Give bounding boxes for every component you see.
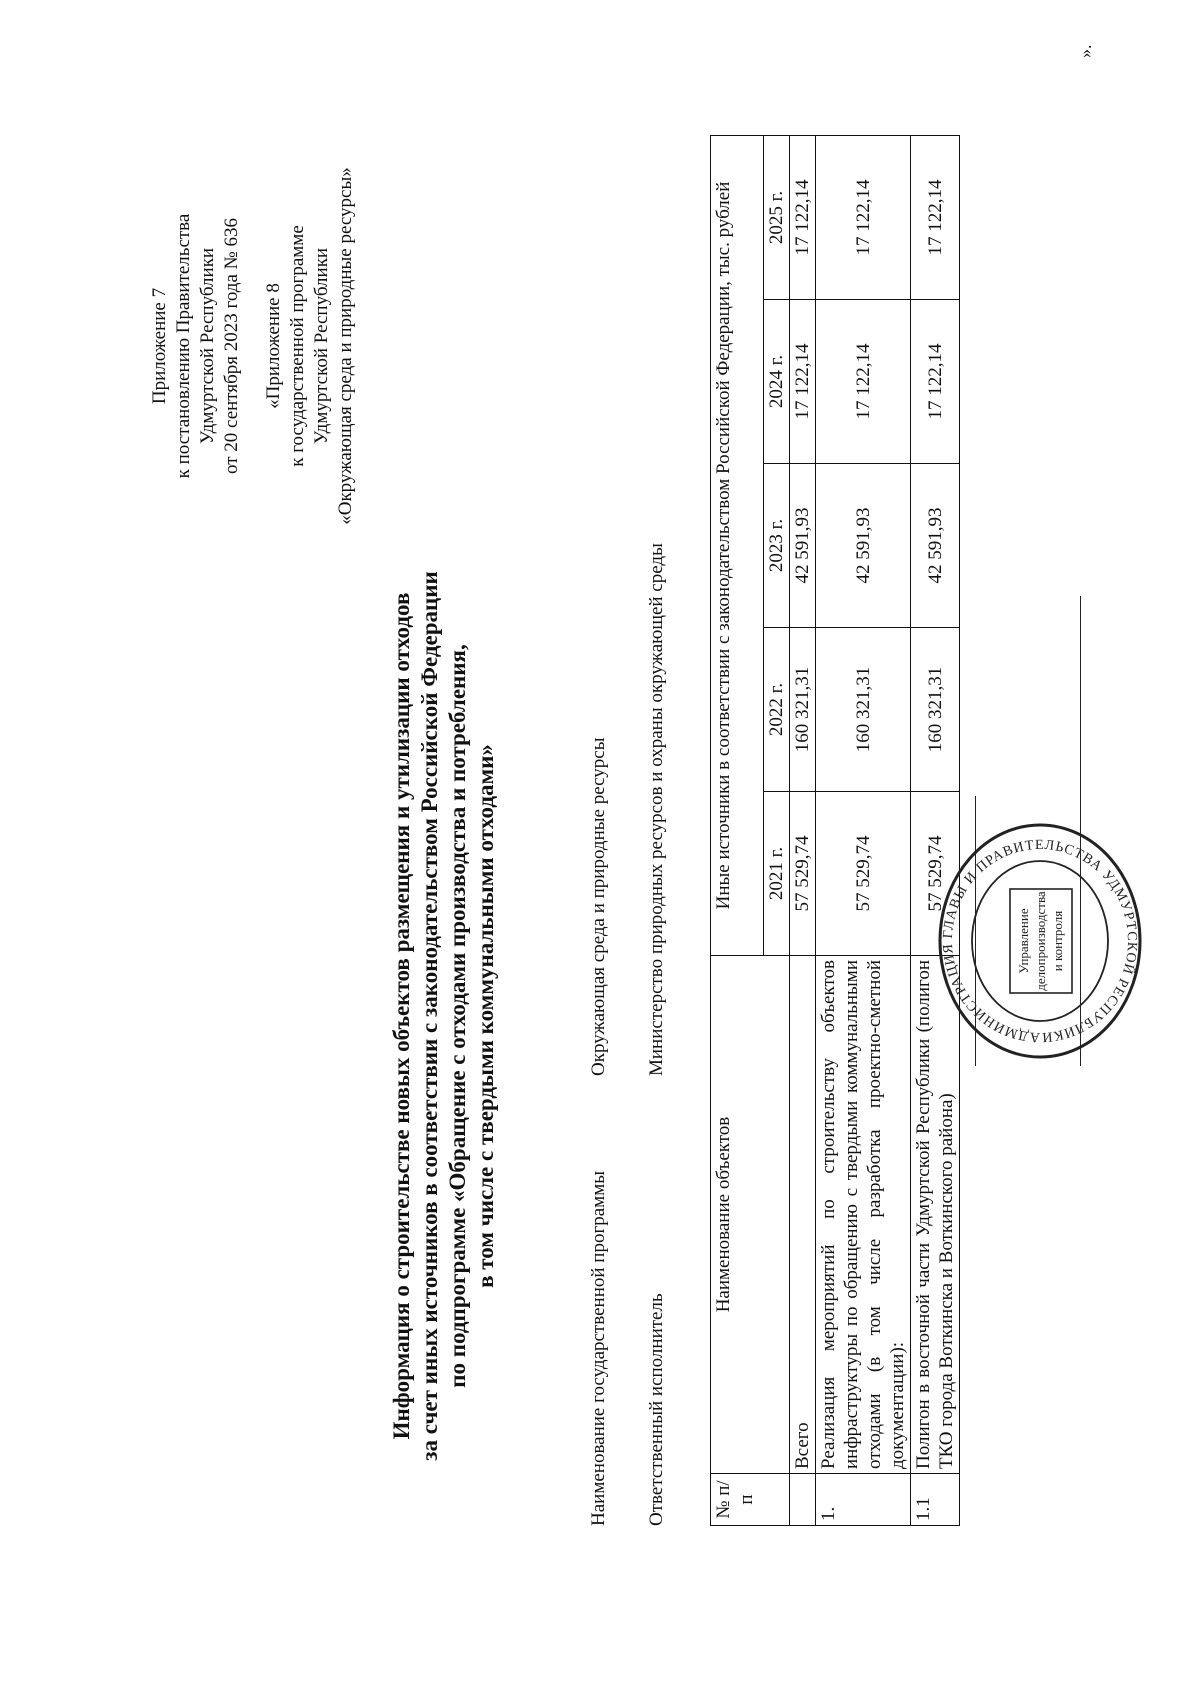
- executor-value: Министерство природных ресурсов и охраны окружающей среды: [646, 543, 667, 1076]
- row-value: 57 529,74: [790, 792, 816, 956]
- row-name: Реализация мероприятий по строительству объектов инфраструктуры по обращению с твердыми коммунальными отходами (в том числе разработка проектно-сметной документации):: [816, 956, 911, 1474]
- header-name: Наименование объектов: [711, 956, 790, 1474]
- row-value: 17 122,14: [911, 135, 960, 299]
- title-line: в том числе с твердыми коммунальными отходами»: [473, 744, 498, 1288]
- header-sources: Иные источники в соответствии с законодательством Российской Федерации, тыс. рублей: [711, 135, 764, 955]
- row-value: 57 529,74: [911, 792, 960, 956]
- year-header: 2023 г.: [764, 464, 790, 628]
- year-header: 2025 г.: [764, 135, 790, 299]
- title-line: за счет иных источников в соответствии с законодательством Российской Федерации: [417, 571, 442, 1461]
- appendix-line: «Приложение 8: [263, 283, 284, 409]
- row-num: [790, 1474, 816, 1526]
- official-seal-stamp: [935, 816, 1145, 1066]
- seal-center-line: Управление: [1016, 908, 1031, 974]
- title-line: Информация о строительстве новых объектов размещения и утилизации отходов: [389, 592, 414, 1440]
- appendix-line: к постановлению Правительства: [173, 213, 194, 479]
- row-value: 42 591,93: [790, 464, 816, 628]
- row-value: 160 321,31: [911, 628, 960, 792]
- year-header: 2021 г.: [764, 792, 790, 956]
- row-value: 57 529,74: [816, 792, 911, 956]
- header-num: № п/п: [711, 1474, 790, 1526]
- document-title: [388, 466, 500, 1566]
- appendix-line: Удмуртской Республики: [197, 247, 218, 445]
- appendix-line: Приложение 7: [149, 287, 170, 405]
- row-name: Всего: [790, 956, 816, 1474]
- executor-label: Ответственный исполнитель: [646, 1293, 667, 1526]
- row-value: 17 122,14: [816, 135, 911, 299]
- appendix-block-current: [148, 126, 244, 566]
- row-value: 17 122,14: [911, 300, 960, 464]
- seal-ring-text: АДМИНИСТРАЦИЯ ГЛАВЫ И ПРАВИТЕЛЬСТВА УДМУРТСКОЙ РЕСПУБЛИКИ: [940, 837, 1140, 1045]
- row-value: 17 122,14: [790, 135, 816, 299]
- row-value: 17 122,14: [790, 300, 816, 464]
- row-value: 42 591,93: [816, 464, 911, 628]
- table-row-measure: [816, 135, 911, 1525]
- table-row-total: [790, 135, 816, 1525]
- title-line: по подпрограмме «Обращение с отходами производства и потребления,: [445, 644, 470, 1388]
- closing-quote-mark: ».: [1075, 44, 1095, 58]
- row-value: 160 321,31: [790, 628, 816, 792]
- objects-table: [710, 135, 960, 1526]
- row-num: 1.: [816, 1474, 911, 1526]
- row-num: 1.1: [911, 1474, 960, 1526]
- appendix-line: к государственной программе: [287, 225, 308, 467]
- appendix-block-program: [262, 126, 358, 566]
- appendix-line: Удмуртской Республики: [311, 247, 332, 445]
- row-value: 42 591,93: [911, 464, 960, 628]
- table-header-row: [711, 135, 764, 1525]
- appendix-line: от 20 сентября 2023 года № 636: [221, 217, 242, 475]
- program-label: Наименование государственной программы: [588, 1171, 609, 1526]
- row-name: Полигон в восточной части Удмуртской Республики (полигон ТКО города Воткинска и Воткинского района): [911, 956, 960, 1474]
- program-value: Окружающая среда и природные ресурсы: [588, 737, 609, 1076]
- year-header: 2024 г.: [764, 300, 790, 464]
- seal-center-line: делопроизводства: [1033, 891, 1048, 991]
- year-header: 2022 г.: [764, 628, 790, 792]
- appendix-line: «Окружающая среда и природные ресурсы»: [335, 167, 356, 525]
- row-value: 17 122,14: [816, 300, 911, 464]
- row-value: 160 321,31: [816, 628, 911, 792]
- seal-center-line: и контроля: [1050, 910, 1065, 972]
